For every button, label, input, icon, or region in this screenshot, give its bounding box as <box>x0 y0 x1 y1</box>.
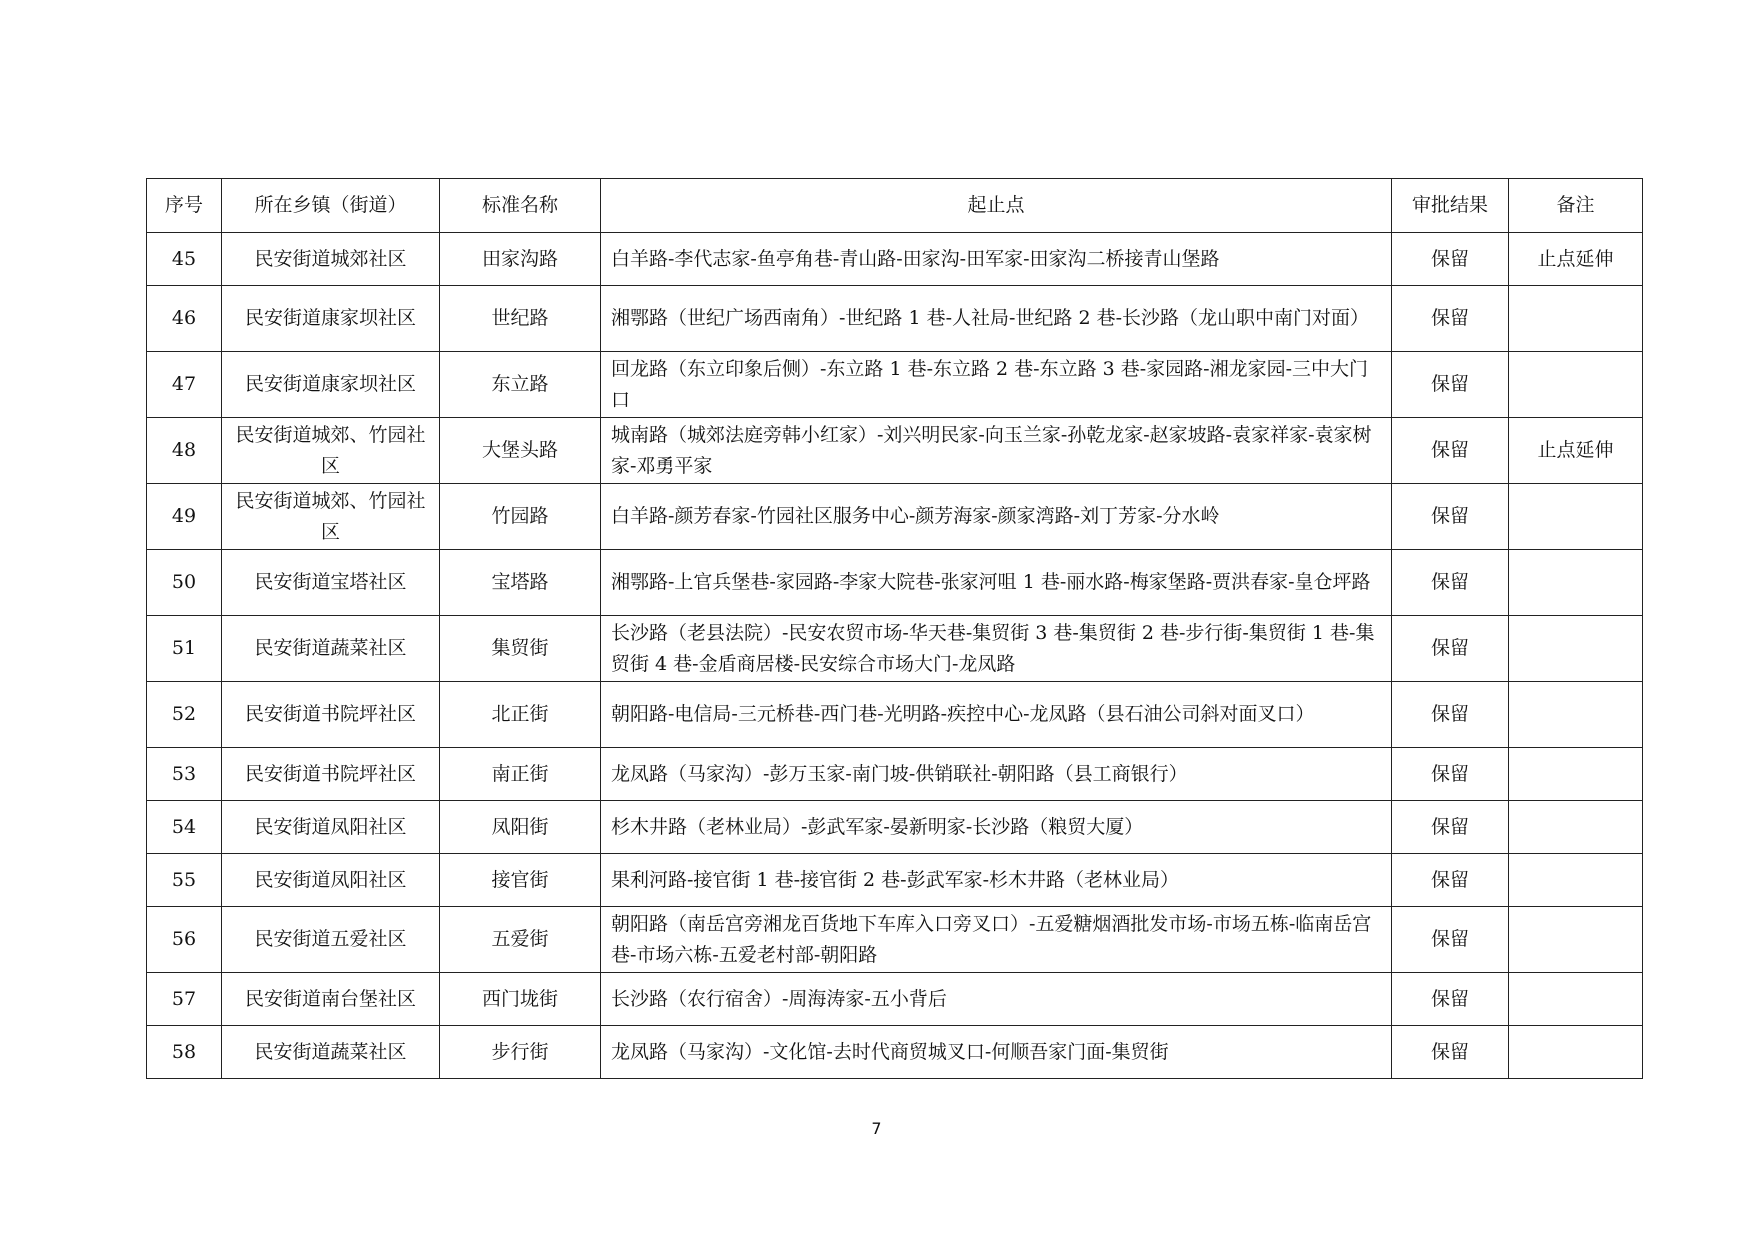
cell-approval-result: 保留 <box>1392 233 1509 286</box>
cell-route: 朝阳路-电信局-三元桥巷-西门巷-光明路-疾控中心-龙凤路（县石油公司斜对面叉口） <box>601 682 1392 748</box>
cell-serial-number: 52 <box>147 682 222 748</box>
cell-town: 民安街道书院坪社区 <box>222 682 440 748</box>
cell-serial-number: 53 <box>147 748 222 801</box>
table-row <box>147 418 1643 484</box>
cell-serial-number: 48 <box>147 418 222 484</box>
cell-route: 朝阳路（南岳宫旁湘龙百货地下车库入口旁叉口）-五爱糖烟酒批发市场-市场五栋-临南岳宫巷-市场六栋-五爱老村部-朝阳路 <box>601 907 1392 973</box>
cell-approval-result: 保留 <box>1392 1026 1509 1079</box>
cell-standard-name: 接官街 <box>440 854 601 907</box>
cell-approval-result: 保留 <box>1392 973 1509 1026</box>
cell-standard-name: 竹园路 <box>440 484 601 550</box>
cell-remarks <box>1509 682 1643 748</box>
cell-remarks <box>1509 973 1643 1026</box>
cell-standard-name: 五爱街 <box>440 907 601 973</box>
cell-route: 湘鄂路-上官兵堡巷-家园路-李家大院巷-张家河咀 1 巷-丽水路-梅家堡路-贾洪春家-皇仓坪路 <box>601 550 1392 616</box>
cell-town: 民安街道城郊、竹园社区 <box>222 484 440 550</box>
table-row <box>147 748 1643 801</box>
cell-serial-number: 58 <box>147 1026 222 1079</box>
cell-town: 民安街道康家坝社区 <box>222 352 440 418</box>
table-row <box>147 616 1643 682</box>
cell-approval-result: 保留 <box>1392 616 1509 682</box>
cell-standard-name: 北正街 <box>440 682 601 748</box>
table-row <box>147 973 1643 1026</box>
cell-approval-result: 保留 <box>1392 907 1509 973</box>
cell-route: 果利河路-接官街 1 巷-接官街 2 巷-彭武军家-杉木井路（老林业局） <box>601 854 1392 907</box>
cell-approval-result: 保留 <box>1392 352 1509 418</box>
cell-serial-number: 49 <box>147 484 222 550</box>
header-approval-result: 审批结果 <box>1392 179 1509 233</box>
cell-town: 民安街道凤阳社区 <box>222 854 440 907</box>
table-header-row <box>147 179 1643 233</box>
cell-approval-result: 保留 <box>1392 748 1509 801</box>
cell-town: 民安街道南台堡社区 <box>222 973 440 1026</box>
cell-serial-number: 47 <box>147 352 222 418</box>
cell-route: 龙凤路（马家沟）-彭万玉家-南门坡-供销联社-朝阳路（县工商银行） <box>601 748 1392 801</box>
cell-route: 湘鄂路（世纪广场西南角）-世纪路 1 巷-人社局-世纪路 2 巷-长沙路（龙山职中南门对面） <box>601 286 1392 352</box>
cell-approval-result: 保留 <box>1392 418 1509 484</box>
cell-standard-name: 世纪路 <box>440 286 601 352</box>
cell-town: 民安街道城郊、竹园社区 <box>222 418 440 484</box>
cell-route: 龙凤路（马家沟）-文化馆-去时代商贸城叉口-何顺吾家门面-集贸街 <box>601 1026 1392 1079</box>
cell-standard-name: 宝塔路 <box>440 550 601 616</box>
table-row <box>147 907 1643 973</box>
cell-standard-name: 凤阳街 <box>440 801 601 854</box>
cell-standard-name: 南正街 <box>440 748 601 801</box>
cell-remarks <box>1509 748 1643 801</box>
cell-route: 回龙路（东立印象后侧）-东立路 1 巷-东立路 2 巷-东立路 3 巷-家园路-湘龙家园-三中大门口 <box>601 352 1392 418</box>
cell-approval-result: 保留 <box>1392 286 1509 352</box>
header-route: 起止点 <box>601 179 1392 233</box>
cell-serial-number: 45 <box>147 233 222 286</box>
cell-serial-number: 51 <box>147 616 222 682</box>
cell-remarks: 止点延伸 <box>1509 233 1643 286</box>
cell-serial-number: 50 <box>147 550 222 616</box>
cell-approval-result: 保留 <box>1392 682 1509 748</box>
cell-serial-number: 56 <box>147 907 222 973</box>
cell-remarks <box>1509 286 1643 352</box>
cell-standard-name: 集贸街 <box>440 616 601 682</box>
cell-serial-number: 55 <box>147 854 222 907</box>
header-serial-number: 序号 <box>147 179 222 233</box>
cell-approval-result: 保留 <box>1392 801 1509 854</box>
cell-remarks: 止点延伸 <box>1509 418 1643 484</box>
cell-town: 民安街道凤阳社区 <box>222 801 440 854</box>
table-row <box>147 233 1643 286</box>
table-row <box>147 854 1643 907</box>
header-standard-name: 标准名称 <box>440 179 601 233</box>
cell-route: 白羊路-颜芳春家-竹园社区服务中心-颜芳海家-颜家湾路-刘丁芳家-分水岭 <box>601 484 1392 550</box>
cell-remarks <box>1509 484 1643 550</box>
cell-serial-number: 54 <box>147 801 222 854</box>
table-row <box>147 801 1643 854</box>
table-row <box>147 286 1643 352</box>
cell-serial-number: 57 <box>147 973 222 1026</box>
cell-route: 长沙路（农行宿舍）-周海涛家-五小背后 <box>601 973 1392 1026</box>
table-row <box>147 484 1643 550</box>
cell-town: 民安街道书院坪社区 <box>222 748 440 801</box>
table-row <box>147 1026 1643 1079</box>
cell-town: 民安街道宝塔社区 <box>222 550 440 616</box>
cell-standard-name: 大堡头路 <box>440 418 601 484</box>
cell-serial-number: 46 <box>147 286 222 352</box>
cell-town: 民安街道五爱社区 <box>222 907 440 973</box>
cell-standard-name: 步行街 <box>440 1026 601 1079</box>
cell-route: 长沙路（老县法院）-民安农贸市场-华天巷-集贸街 3 巷-集贸街 2 巷-步行街-集贸街 1 巷-集贸街 4 巷-金盾商居楼-民安综合市场大门-龙凤路 <box>601 616 1392 682</box>
cell-remarks <box>1509 1026 1643 1079</box>
cell-town: 民安街道蔬菜社区 <box>222 616 440 682</box>
table-row <box>147 550 1643 616</box>
cell-route: 城南路（城郊法庭旁韩小红家）-刘兴明民家-向玉兰家-孙乾龙家-赵家坡路-袁家祥家-袁家树家-邓勇平家 <box>601 418 1392 484</box>
page-number: 7 <box>871 1119 882 1138</box>
cell-route: 杉木井路（老林业局）-彭武军家-晏新明家-长沙路（粮贸大厦） <box>601 801 1392 854</box>
cell-town: 民安街道蔬菜社区 <box>222 1026 440 1079</box>
cell-approval-result: 保留 <box>1392 484 1509 550</box>
cell-remarks <box>1509 854 1643 907</box>
cell-approval-result: 保留 <box>1392 550 1509 616</box>
cell-remarks <box>1509 550 1643 616</box>
cell-remarks <box>1509 801 1643 854</box>
cell-remarks <box>1509 907 1643 973</box>
cell-remarks <box>1509 616 1643 682</box>
header-remarks: 备注 <box>1509 179 1643 233</box>
cell-approval-result: 保留 <box>1392 854 1509 907</box>
cell-route: 白羊路-李代志家-鱼亭角巷-青山路-田家沟-田军家-田家沟二桥接青山堡路 <box>601 233 1392 286</box>
cell-standard-name: 田家沟路 <box>440 233 601 286</box>
cell-town: 民安街道康家坝社区 <box>222 286 440 352</box>
table-row <box>147 352 1643 418</box>
cell-standard-name: 西门垅街 <box>440 973 601 1026</box>
cell-remarks <box>1509 352 1643 418</box>
cell-standard-name: 东立路 <box>440 352 601 418</box>
table-row <box>147 682 1643 748</box>
header-town: 所在乡镇（街道） <box>222 179 440 233</box>
cell-town: 民安街道城郊社区 <box>222 233 440 286</box>
place-name-table <box>146 178 1643 1079</box>
